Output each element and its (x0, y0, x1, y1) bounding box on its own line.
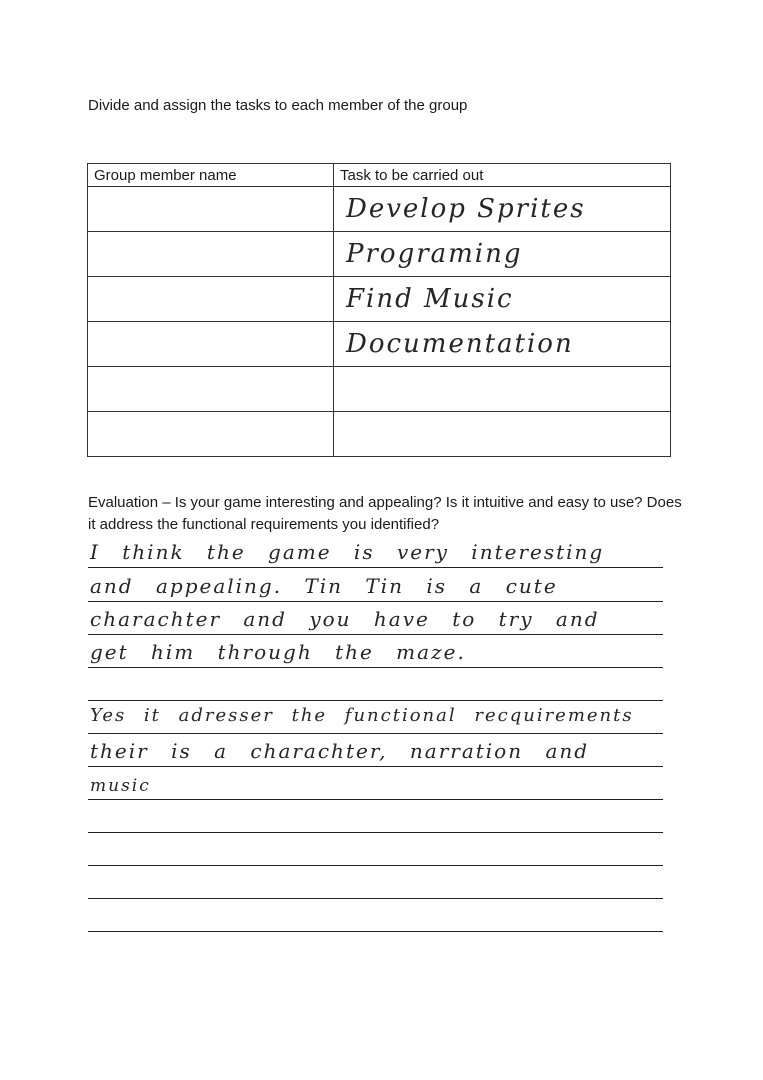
answer-line (88, 667, 663, 668)
answer-line (88, 799, 663, 800)
task-cell[interactable] (334, 187, 671, 232)
task-entry: Develop Sprites (346, 194, 586, 224)
member-cell[interactable] (88, 367, 334, 412)
table-row (88, 322, 671, 367)
task-cell[interactable] (334, 367, 671, 412)
answer-line (88, 898, 663, 899)
task-entry: Documentation (346, 329, 574, 359)
instruction-text: Divide and assign the tasks to each member of the group (88, 97, 468, 114)
answer-line (88, 832, 663, 833)
table-header-row (88, 164, 671, 187)
task-cell[interactable] (334, 232, 671, 277)
answer-line (88, 601, 663, 602)
task-entry: Programing (346, 239, 523, 269)
answer-line (88, 931, 663, 932)
member-cell[interactable] (88, 187, 334, 232)
answer-text-line: Yes it adresser the functional recquirements (90, 705, 634, 726)
answer-text-line: I think the game is very interesting (90, 540, 605, 564)
answer-line (88, 766, 663, 767)
task-entry: Find Music (346, 284, 514, 314)
answer-text-line: their is a charachter, narration and (90, 739, 590, 763)
evaluation-prompt: Evaluation – Is your game interesting and appealing? Is it intuitive and easy to use? Does it address the functional requirements you identified? (88, 494, 682, 533)
member-cell[interactable] (88, 412, 334, 457)
answer-text-line: get him through the maze. (90, 640, 466, 664)
table-row (88, 412, 671, 457)
answer-text-line: and appealing. Tin Tin is a cute (90, 574, 558, 598)
answer-line (88, 700, 663, 701)
answer-line (88, 865, 663, 866)
member-cell[interactable] (88, 232, 334, 277)
answer-text-line: charachter and you have to try and (90, 607, 600, 631)
header-group-member-name: Group member name (88, 164, 334, 187)
answer-text-line: music (90, 776, 151, 796)
task-cell[interactable] (334, 277, 671, 322)
table-row (88, 187, 671, 232)
task-cell[interactable] (334, 322, 671, 367)
table-row (88, 232, 671, 277)
member-cell[interactable] (88, 277, 334, 322)
header-task: Task to be carried out (334, 164, 671, 187)
task-assignment-table (87, 163, 671, 457)
answer-line (88, 634, 663, 635)
table-row (88, 277, 671, 322)
member-cell[interactable] (88, 322, 334, 367)
task-cell[interactable] (334, 412, 671, 457)
answer-line (88, 567, 663, 568)
answer-line (88, 733, 663, 734)
table-row (88, 367, 671, 412)
